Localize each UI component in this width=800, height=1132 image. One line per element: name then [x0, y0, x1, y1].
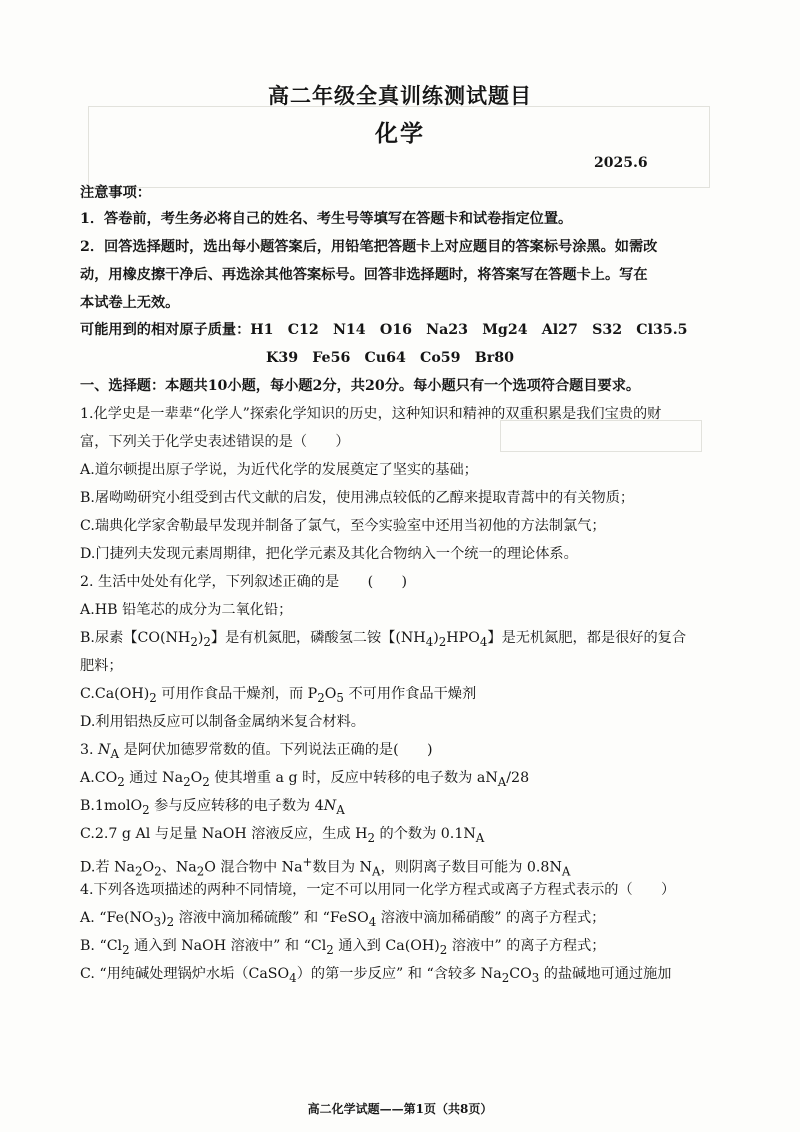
q1-option-c: C.瑞典化学家舍勒最早发现并制备了氯气，至今实验室中还用当初他的方法制氯气；	[80, 518, 606, 534]
q4-option-b: B. “$Cl_2$ 通入到 NaOH 溶液中” 和 “$Cl_2$ 通入到 $Ca(OH)_2$ 溶液中” 的离子方程式；	[80, 938, 606, 957]
notes-line-4: 本试卷上无效。	[80, 295, 180, 311]
q2-option-b-continued: 肥料；	[80, 658, 123, 674]
notes-heading: 注意事项：	[80, 185, 151, 201]
q2-option-d: D.利用铝热反应可以制备金属纳米复合材料。	[80, 714, 365, 730]
q3-option-a: $A.CO_2$ 通过 $Na_2O_2$ 使其增重 a g 时，反应中转移的电子数为 $aN_A/28$	[80, 770, 530, 789]
exam-title: 高二年级全真训练测试题目	[268, 83, 532, 108]
q1-option-a: A.道尔顿提出原子学说，为近代化学的发展奠定了坚实的基础；	[80, 462, 478, 478]
page-footer: 高二化学试题——第1页（共8页）	[307, 1102, 493, 1116]
exam-subject: 化学	[375, 120, 425, 147]
q1-stem-line-2: 富，下列关于化学史表述错误的是（ ）	[80, 434, 350, 450]
notes-line-1: 1．答卷前，考生务必将自己的姓名、考生号等填写在答题卡和试卷指定位置。	[80, 211, 573, 227]
q4-option-a: A. “$Fe(NO_3)_2$ 溶液中滴加稀硫酸” 和 “FeSO$_4$ 溶液中滴加稀硝酸” 的离子方程式；	[80, 910, 606, 929]
q3-stem: 3. $N_A$ 是阿伏加德罗常数的值。下列说法正确的是( )	[80, 742, 433, 761]
q1-stem-line-1: 1.化学史是一辈辈“化学人”探索化学知识的历史，这种知识和精神的双重积累是我们宝贵的财	[80, 406, 662, 422]
exam-date: 2025.6	[594, 155, 648, 171]
q3-option-b: B.1molO$_2$ 参与反应转移的电子数为 $4N_A$	[80, 798, 345, 817]
q1-option-b: B.屠呦呦研究小组受到古代文献的启发，使用沸点较低的乙醇来提取青蒿中的有关物质；	[80, 490, 635, 506]
notes-line-3: 动，用橡皮擦干净后、再选涂其他答案标号。回答非选择题时，将答案写在答题卡上。写在	[80, 267, 648, 283]
q3-option-c: C.2.7 g Al 与足量 NaOH 溶液反应，生成 $H_2$ 的个数为 $0.1N_A$	[80, 826, 485, 845]
atomic-masses-line-2: K39 Fe56 Cu64 Co59 Br80	[266, 350, 514, 366]
atomic-masses-line-1: 可能用到的相对原子质量：H1 C12 N14 O16 Na23 Mg24 Al27 S32 Cl35.5	[80, 322, 688, 338]
q2-option-a: A.HB 铅笔芯的成分为二氧化铅；	[80, 602, 293, 618]
q1-option-d: D.门捷列夫发现元素周期律，把化学元素及其化合物纳入一个统一的理论体系。	[80, 546, 578, 562]
q4-stem: 4.下列各选项描述的两种不同情境，一定不可以用同一化学方程式或离子方程式表示的（ ）	[80, 882, 676, 898]
q2-stem: 2. 生活中处处有化学，下列叙述正确的是 ( )	[80, 574, 408, 590]
notes-line-2: 2．回答选择题时，选出每小题答案后，用铅笔把答题卡上对应题目的答案标号涂黑。如需改	[80, 239, 658, 255]
q2-option-b: B.尿素【$CO(NH_2)_2$】是有机氮肥，磷酸氢二铵【$(NH_4)_2HPO_4$】是无机氮肥，都是很好的复合	[80, 630, 687, 649]
q2-option-c: $C.Ca(OH)_2$ 可用作食品干燥剂，而 $P_2O_5$ 不可用作食品干燥剂	[80, 686, 477, 705]
section-1-heading: 一、选择题：本题共10小题，每小题2分，共20分。每小题只有一个选项符合题目要求。	[80, 378, 641, 394]
q3-option-d: D.若 $Na_2O_2$、$Na_2O$ 混合物中 Na+数目为 $N_A$，则阴离子数目可能为 $0.8N_A$	[80, 855, 571, 879]
q4-option-c: C. “用纯碱处理锅炉水垢（CaSO$_4$）的第一步反应” 和 “含较多 $Na_2CO_3$ 的盐碱地可通过施加	[80, 966, 672, 985]
